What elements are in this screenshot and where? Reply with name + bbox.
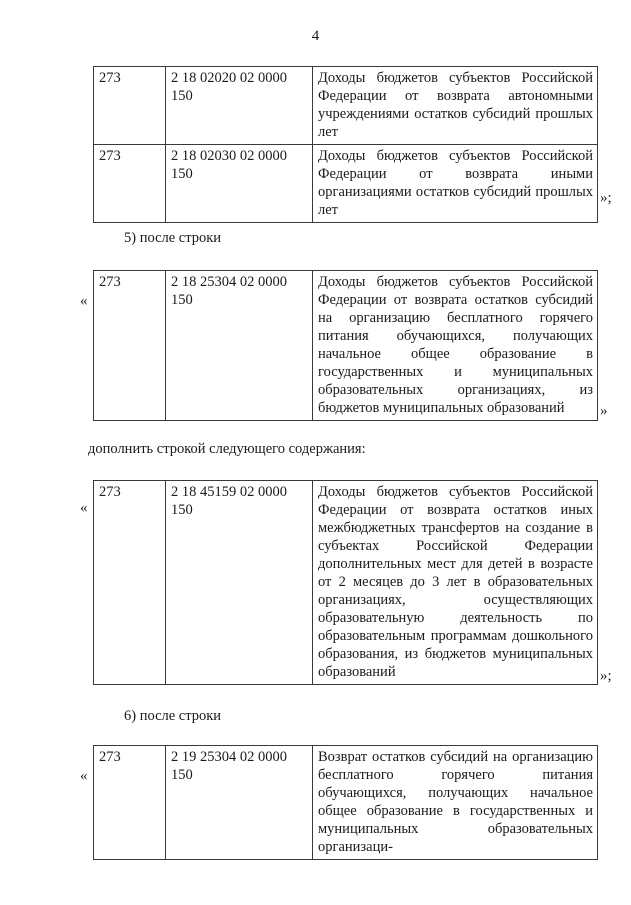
kbk-cell: 2 18 25304 02 0000 150 bbox=[166, 271, 313, 421]
page-number: 4 bbox=[311, 28, 320, 44]
name-cell: Доходы бюджетов субъектов Российской Федерации от возврата остатков субсидий на организацию бесплатного горячего питания обучающихся, получающих начальное общее образование в государственных и муниципальных образовательных организациях, из бюджетов муниципальных образований bbox=[313, 271, 598, 421]
name-cell: Доходы бюджетов субъектов Российской Федерации от возврата иными организациями остатков субсидий прошлых лет bbox=[313, 145, 598, 223]
opening-quote-mark: « bbox=[80, 768, 88, 784]
name-cell: Возврат остатков субсидий на организацию бесплатного горячего питания обучающихся, получающих начальное общее образование в государственных и муниципальных образовательных организаци- bbox=[313, 746, 598, 860]
code-cell: 273 bbox=[94, 271, 166, 421]
code-cell: 273 bbox=[94, 746, 166, 860]
name-cell: Доходы бюджетов субъектов Российской Федерации от возврата автономными учреждениями остатков субсидий прошлых лет bbox=[313, 67, 598, 145]
kbk-cell: 2 18 45159 02 0000 150 bbox=[166, 481, 313, 685]
table-row bbox=[94, 271, 598, 421]
kbk-cell: 2 19 25304 02 0000 150 bbox=[166, 746, 313, 860]
code-cell: 273 bbox=[94, 67, 166, 145]
kbk-cell: 2 18 02020 02 0000 150 bbox=[166, 67, 313, 145]
table-row bbox=[94, 67, 598, 145]
name-cell: Доходы бюджетов субъектов Российской Федерации от возврата остатков иных межбюджетных трансфертов на создание в субъектах Российской Федерации дополнительных мест для детей в возрасте от 2 месяцев до 3 лет в образовательных организациях, осуществляющих образовательную деятельность по образовательным программам дошкольного образования, из бюджетов муниципальных образований bbox=[313, 481, 598, 685]
table-row bbox=[94, 481, 598, 685]
closing-quote-mark: »; bbox=[600, 668, 612, 684]
table-row bbox=[94, 746, 598, 860]
table-2 bbox=[93, 270, 598, 421]
code-cell: 273 bbox=[94, 481, 166, 685]
table-4 bbox=[93, 745, 598, 860]
kbk-cell: 2 18 02030 02 0000 150 bbox=[166, 145, 313, 223]
closing-quote-mark: »; bbox=[600, 190, 612, 206]
opening-quote-mark: « bbox=[80, 500, 88, 516]
code-cell: 273 bbox=[94, 145, 166, 223]
paragraph-6: 6) после строки bbox=[124, 708, 222, 724]
insert-paragraph: дополнить строкой следующего содержания: bbox=[88, 441, 366, 457]
paragraph-5: 5) после строки bbox=[124, 230, 222, 246]
opening-quote-mark: « bbox=[80, 293, 88, 309]
table-row bbox=[94, 145, 598, 223]
closing-quote-mark: » bbox=[600, 403, 608, 419]
table-1 bbox=[93, 66, 598, 223]
table-3 bbox=[93, 480, 598, 685]
